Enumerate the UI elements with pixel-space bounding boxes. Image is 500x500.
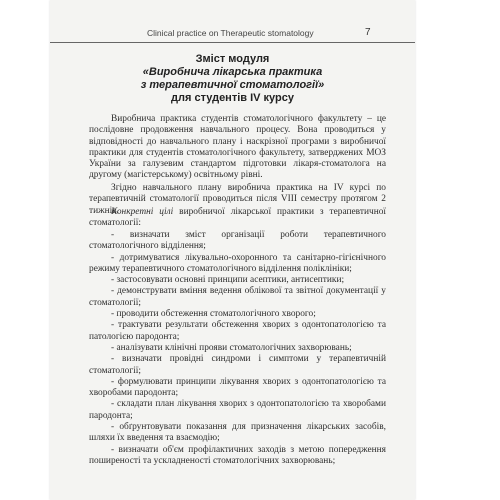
heading-line-2: «Виробнича лікарська практика: [142, 66, 323, 78]
heading-line-3: з терапевтичної стоматології»: [140, 79, 325, 91]
running-head-title: Clinical practice on Therapeutic stomatology: [147, 28, 314, 38]
goal-item: - аналізувати клінічні прояви стоматологічних захворювань;: [111, 342, 352, 353]
goal-item: - визначати об'єм профілактичних заходів з метою попередження поширеності та ускладненості стоматологічних захворювань;: [89, 444, 386, 466]
goal-item: - формулювати принципи лікування хворих з одонтопатологією та хворобами пародонта;: [89, 376, 386, 399]
goal-item: - проводити обстеження стоматологічного хворого;: [111, 309, 316, 320]
goals-intro-rest: виробничої лікарської практики з терапевтичної стоматології:: [89, 207, 386, 229]
goals-intro-lead: Конкретні цілі: [111, 207, 174, 217]
goal-item: - визначати провідні синдроми і симптоми у терапевтичній стоматології;: [89, 354, 386, 376]
goal-item: - дотримуватися лікувально-охоронного та санітарно-гігієнічного режиму терапевтичного стоматологічного відділення поліклініки;: [89, 252, 386, 274]
goals-list: [89, 230, 386, 467]
header-rule: [50, 42, 415, 43]
goal-item: - визначати зміст організації роботи терапевтичного стоматологічного відділення;: [89, 230, 386, 252]
goal-item: - демонструвати вміння ведення облікової та звітної документації у стоматології;: [89, 286, 386, 308]
goal-item: - трактувати результати обстеження хворих з одонтопатологією та патологією пародонта;: [89, 320, 386, 342]
paragraph-schedule: Згідно навчального плану виробнича практика на IV курсі по терапевтичній стоматології проводиться після VIII семестру протягом 2 тижнів.: [89, 183, 386, 216]
paragraph-intro: Виробнича практика студентів стоматологічного факультету – це послідовне продовження навчального процесу. Вона проводиться у відповідності до навчального плану і наскрізної програми з виробничої практики для студентів стоматологічного факультету, затверджених МОЗ України за галузевим стандартом підготовки лікаря-стоматолога на другому (магістерському) освітньому рівні.: [89, 114, 386, 181]
section-heading: [50, 53, 415, 105]
heading-line-1: Зміст модуля: [195, 53, 270, 65]
page-number: 7: [365, 27, 371, 38]
book-page: [50, 0, 415, 500]
goals-intro: [89, 207, 386, 230]
goal-item: - складати план лікування хворих з одонтопатологією та хворобами пародонта;: [89, 399, 386, 421]
goal-item: - обґрунтовувати показання для призначення лікарських засобів, шляхи їх введення та взаємодію;: [89, 422, 386, 444]
goal-item: - застосовувати основні принципи асептики, антисептики;: [111, 275, 345, 286]
heading-line-4: для студентів IV курсу: [171, 92, 294, 104]
